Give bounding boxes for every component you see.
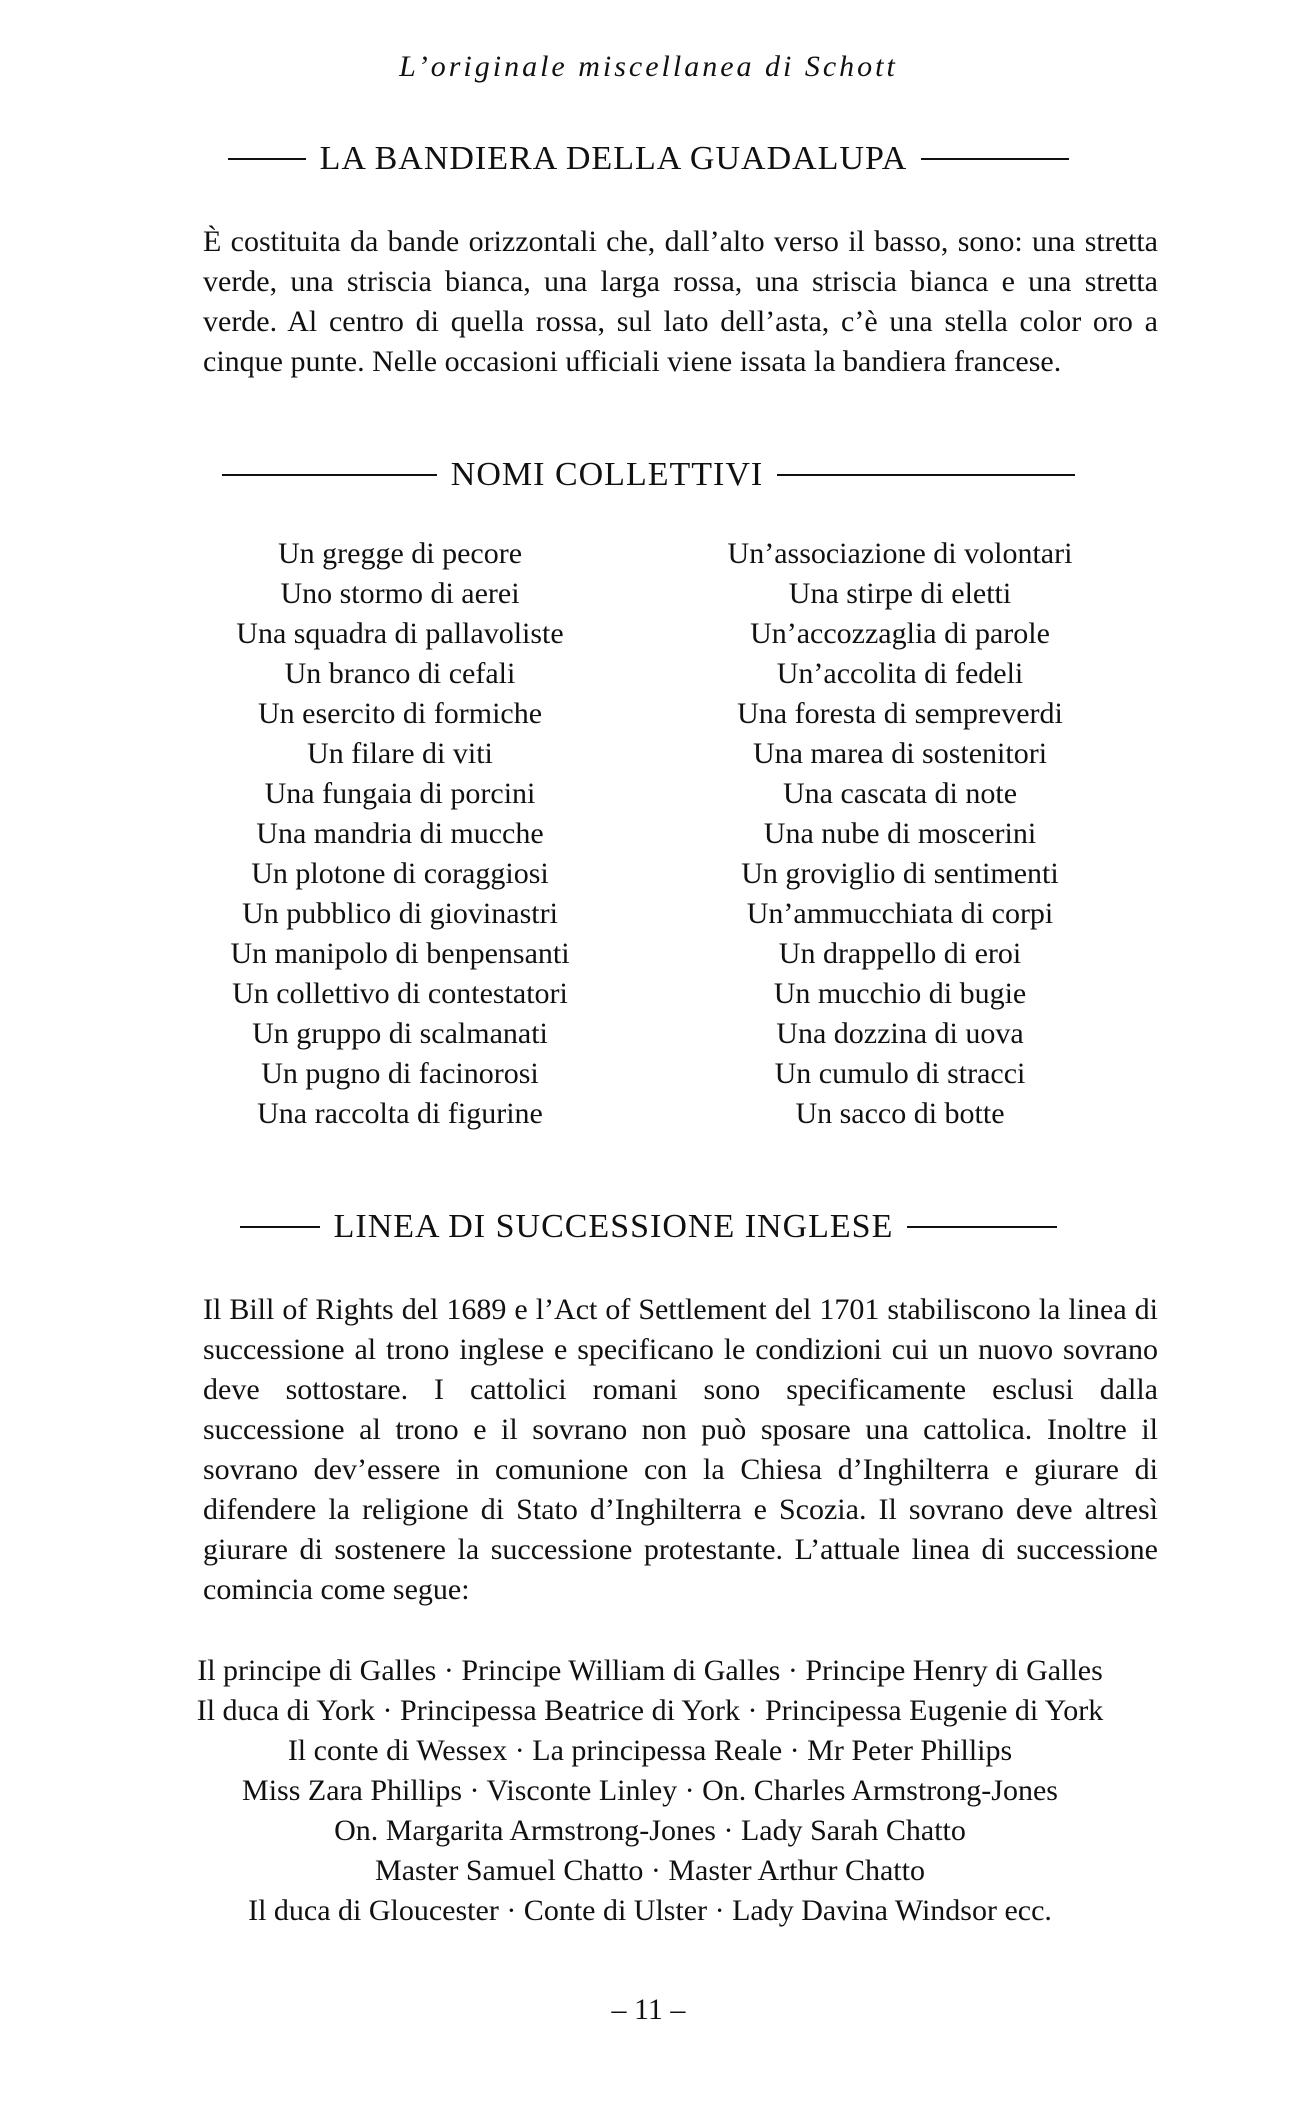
heading-rule-left [240,1226,320,1228]
succession-line: Il duca di York · Principessa Beatrice di York · Principessa Eugenie di York [196,1694,1104,1727]
collective-name-item: Un groviglio di sentimenti [741,857,1059,890]
collective-name-item: Un pugno di facinorosi [261,1057,539,1090]
collective-names-left-column [160,534,640,1134]
collective-name-item: Una foresta di sempreverdi [737,697,1063,730]
flag-paragraph: È costituita da bande orizzontali che, dall’alto verso il basso, sono: una stretta verde, una striscia bianca, una larga rossa, una striscia bianca e una stretta verde. Al centro di quella rossa, sul lato dell’asta, c’è una stella color oro a cinque punte. Nelle occasioni ufficiali viene issata la bandiera francese. [203,225,1158,378]
section-heading-flag [0,140,1297,178]
succession-line: On. Margarita Armstrong-Jones · Lady Sarah Chatto [334,1814,966,1847]
section-title-flag: LA BANDIERA DELLA GUADALUPA [319,140,908,177]
collective-name-item: Una cascata di note [782,777,1018,810]
collective-name-item: Una mandria di mucche [256,817,544,850]
collective-name-item: Un’ammucchiata di corpi [746,897,1054,930]
collective-name-item: Uno stormo di aerei [280,577,520,610]
collective-name-item: Un sacco di botte [795,1097,1005,1130]
collective-name-item: Una nube di moscerini [763,817,1037,850]
collective-name-item: Una fungaia di porcini [264,777,536,810]
collective-name-item: Un pubblico di giovinastri [242,897,558,930]
collective-name-item: Un mucchio di bugie [773,977,1027,1010]
running-head: L’originale miscellanea di Schott [399,50,898,83]
succession-line: Il principe di Galles · Principe William di Galles · Principe Henry di Galles [197,1654,1103,1687]
succession-paragraph: Il Bill of Rights del 1689 e l’Act of Settlement del 1701 stabiliscono la linea di successione al trono inglese e specificano le condizioni cui un nuovo sovrano deve sottostare. I cattolici romani sono specificamente esclusi dalla successione al trono e il sovrano non può sposare una cattolica. Inoltre il sovrano dev’essere in comunione con la Chiesa d’Inghilterra e giurare di difendere la religione di Stato d’Inghilterra e Scozia. Il sovrano deve altresì giurare di sostenere la successione protestante. L’attuale linea di successione comincia come segue: [203,1293,1158,1606]
succession-line: Il duca di Gloucester · Conte di Ulster · Lady Davina Windsor ecc. [248,1894,1052,1927]
collective-name-item: Un plotone di coraggiosi [251,857,549,890]
succession-list [150,1651,1150,1931]
collective-name-item: Una raccolta di figurine [257,1097,543,1130]
heading-rule-right [777,474,1075,476]
collective-name-item: Un manipolo di benpensanti [230,937,570,970]
collective-name-item: Un’accozzaglia di parole [750,617,1050,650]
collective-name-item: Un esercito di formiche [257,697,543,730]
heading-rule-left [228,158,306,160]
collective-name-item: Una squadra di pallavoliste [236,617,564,650]
heading-rule-left [222,474,437,476]
collective-name-item: Una marea di sostenitori [752,737,1048,770]
collective-name-item: Una dozzina di uova [776,1017,1024,1050]
section-heading-succession [0,1208,1297,1246]
page-number: – 11 – [611,1993,686,2026]
collective-name-item: Un drappello di eroi [778,937,1022,970]
section-title-collective: NOMI COLLETTIVI [450,456,764,493]
collective-names-right-column [660,534,1140,1134]
collective-name-item: Una stirpe di eletti [788,577,1012,610]
collective-name-item: Un gregge di pecore [277,537,523,570]
collective-name-item: Un branco di cefali [284,657,516,690]
succession-line: Master Samuel Chatto · Master Arthur Chatto [375,1854,925,1887]
collective-name-item: Un’accolita di fedeli [776,657,1024,690]
section-title-succession: LINEA DI SUCCESSIONE INGLESE [333,1208,894,1245]
collective-names-columns [160,534,1140,1134]
collective-name-item: Un gruppo di scalmanati [252,1017,548,1050]
collective-name-item: Un collettivo di contestatori [232,977,568,1010]
collective-name-item: Un’associazione di volontari [727,537,1073,570]
collective-name-item: Un filare di viti [307,737,493,770]
section-heading-collective [0,456,1297,494]
collective-name-item: Un cumulo di stracci [774,1057,1026,1090]
heading-rule-right [921,158,1069,160]
heading-rule-right [907,1226,1057,1228]
succession-line: Miss Zara Phillips · Visconte Linley · On. Charles Armstrong-Jones [242,1774,1058,1807]
succession-line: Il conte di Wessex · La principessa Reale · Mr Peter Phillips [287,1734,1013,1767]
